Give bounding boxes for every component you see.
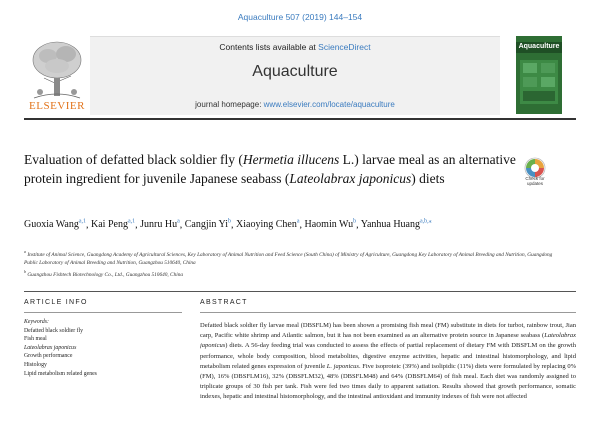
author[interactable] (91, 219, 135, 230)
author-name: Yanhua Huang (360, 219, 420, 231)
elsevier-wordmark: ELSEVIER (29, 100, 85, 112)
check-label-line: Check for (525, 176, 545, 181)
cover-pattern (520, 60, 558, 104)
journal-name: Aquaculture (252, 63, 338, 80)
check-label-line: updates (526, 181, 543, 186)
affiliation-text: Institute of Animal Science, Guangdong Academy of Agricultural Sciences, Key Laboratory of Animal Nutrition and Feed Science (South China) of Ministry of Agriculture, Guangdong Key Laboratory of Animal Breeding and Nutrition, Guangdong Public Laboratory of Animal Breeding and Nutrition, Guangzhou 510640, China (24, 251, 553, 267)
keyword-item: Growth performance (24, 353, 73, 360)
author[interactable] (185, 219, 231, 230)
author[interactable] (361, 219, 432, 230)
keyword-item: Fish meal (24, 336, 47, 343)
affiliation-item (24, 268, 564, 279)
journal-homepage-link[interactable]: www.elsevier.com/locate/aquaculture (263, 100, 395, 109)
author[interactable] (140, 219, 180, 230)
abstract-part: Defatted black soldier fly larvae meal (DBSFLM) has been shown a promising fish meal (FM) substitute in diets for turbot, rainbow trout, Jian carp, Pacific white shrimp and Atlantic salmon, but it has not been examined as an alternative protein source in Japanese seabass ( (200, 322, 576, 340)
article-title (24, 150, 524, 188)
contents-available-line (90, 42, 500, 52)
author-affiliation-mark[interactable]: b (353, 219, 357, 225)
affiliation-text: Guangzhou Fishtech Biotechnology Co., Ltd., Guangzhou 510640, China (27, 271, 183, 278)
author-affiliation-mark[interactable]: a (177, 219, 180, 225)
author-name: Guoxia Wang (24, 219, 79, 231)
author-name: Junru Hu (140, 219, 178, 231)
affiliation-mark: b (24, 268, 26, 274)
abstract-text (200, 321, 576, 421)
section-rule (24, 291, 576, 292)
check-for-updates-label (512, 176, 558, 186)
title-species-name: Lateolabrax japonicus (289, 171, 412, 186)
keyword-item: Lipid metabolism related genes (24, 370, 97, 377)
article-info-heading: ARTICLE INFO (24, 299, 88, 306)
contents-prefix: Contents lists available at (219, 42, 319, 52)
keywords-list (24, 318, 182, 378)
sciencedirect-link[interactable]: ScienceDirect (318, 42, 371, 52)
cover-title: Aquaculture (518, 43, 560, 50)
author-affiliation-mark[interactable]: b (228, 219, 232, 225)
abstract-part: ) diets. A 56-day feeding trial was conducted to assess the effects of partial replacement of dietary FM with DBSFLM on the growth performance, whole body composition, blood metabolites, digestive enzyme activities, hepatic and intestinal histomorphology, and lipid metabolism related genes expression of juvenile (200, 342, 576, 370)
journal-cover-thumbnail[interactable] (516, 36, 562, 114)
abstract-part: . Five isoproteic (39%) and isolipidic (11%) diets were formulated by replacing 0% (FM), 16% (DBSFLM16), 32% (DBSFLM32), 48% (DBSFLM48) and 64% (DBSFLM64) of fish meal. Each diet was randomly assigned to triplicate groups of 30 fish per tank. Fish were fed two times daily to apparent satiation. Results showed that growth performance, somatic indexes, hepatic and intestinal histomorphology, and the intestinal antioxidant and immunity indexes of fish were not affected (200, 362, 576, 401)
author-name: Xiaoying Chen (236, 219, 297, 231)
article-info-rule (24, 312, 182, 313)
affiliation-item (24, 248, 564, 268)
author-name: Kai Peng (91, 219, 128, 231)
keywords-title: Keywords: (24, 319, 49, 325)
title-species-name: Hermetia illucens (242, 152, 340, 167)
keyword-item: Defatted black soldier fly (24, 327, 84, 334)
author[interactable] (24, 219, 86, 230)
author-affiliation-mark[interactable]: a,1 (78, 219, 87, 225)
author[interactable] (305, 219, 357, 230)
homepage-prefix: journal homepage: (195, 100, 264, 109)
title-part: ) diets (411, 171, 445, 186)
author-affiliation-mark[interactable]: a (296, 219, 300, 225)
affiliation-mark: a (24, 249, 26, 254)
keyword-item: Histology (24, 361, 47, 368)
author-name: Haomin Wu (304, 219, 354, 231)
abstract-rule (200, 312, 576, 313)
journal-homepage-line (90, 100, 500, 109)
author-affiliation-mark[interactable]: a,1 (127, 219, 136, 225)
abstract-heading: ABSTRACT (200, 299, 248, 306)
title-part: Evaluation of defatted black soldier fly ( (24, 152, 243, 167)
author-list: Guoxia Wang$^{a,1}$, Kai Peng$^{a,1}$, Junru Hu$^a$, Cangjin Yi$^b$, Xiaoying Chen$^a$, Haomin Wu$^b$, Yanhua Huang$^{a,b,⁎}$ (24, 219, 432, 231)
affiliations (24, 248, 564, 279)
title-part: L.) larvae meal as an alternative protein ingredient for juvenile Japanese seabass ( (24, 152, 516, 186)
author[interactable] (236, 219, 300, 230)
header-rule (24, 118, 576, 120)
author-affiliation-mark[interactable]: a,b,⁎ (420, 219, 432, 225)
abstract-species-name: Lateolabrax japonicus (200, 332, 576, 350)
author-name: Cangjin Yi (184, 219, 229, 231)
keyword-item: Lateolabrax japonicus (24, 344, 77, 351)
abstract-species-name: L. japonicus (326, 362, 359, 370)
journal-citation[interactable]: Aquaculture 507 (2019) 144–154 (237, 12, 363, 22)
